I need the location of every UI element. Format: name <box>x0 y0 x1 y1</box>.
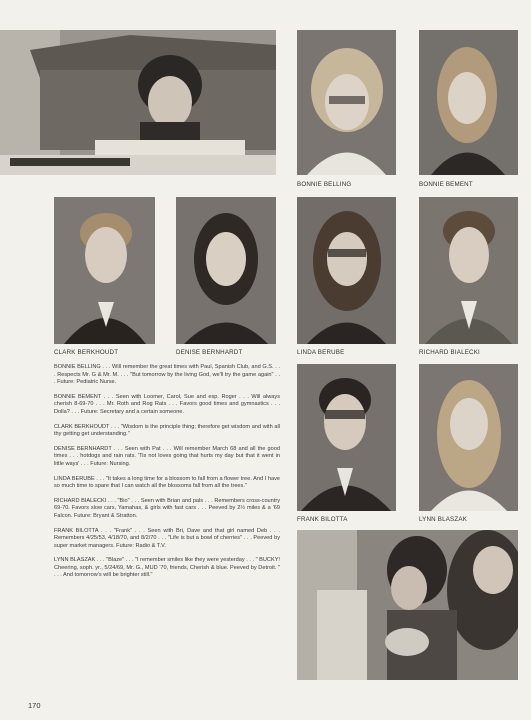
bio-clark-berkhoudt: CLARK BERKHOUDT . . . "Wisdom is the principle thing; therefore get wisdom and with all thy getting get understanding." <box>54 423 280 438</box>
bio-frank-bilotta: FRANK BILOTTA . . . "Frank" . . . Seen with Bri, Dave and that girl named Deb . . . Remembers 4/25/53, 4/18/70, and 8/2/70 . . . "Life is but a bowl of cherries" . . . Peeved by super market managers. Future: Radio & T.V. <box>54 527 280 549</box>
bio-linda-berube: LINDA BERUBE . . . "It takes a long time for a blossom to fall from a flower tree. And I have so much time to spare that I can watch all the blossoms fall from all the trees." <box>54 475 280 490</box>
page-number: 170 <box>28 701 41 710</box>
portrait-bonnie-belling <box>297 30 396 175</box>
bio-richard-bialecki: RICHARD BIALECKI . . . "Bio" . . . Seen with Brian and pals . . . Remembers cross-country 69-70. Favors slow cars, Yamahas, & girls with fast cars . . . Peeved by 2½ miles & a '69 Falcon. Future: Bryant & Stratton. <box>54 497 280 519</box>
portrait-linda-berube <box>297 197 396 344</box>
caption-bonnie-belling: BONNIE BELLING <box>297 181 352 188</box>
bio-bonnie-belling: BONNIE BELLING . . . Will remember the great times with Paul, Spanish Club, and G.S. . . . Respects Mr. G & Mr. M. . . . "But tomorrow by the living God, we'll try the game again" . . . Future: Pediatric Nurse. <box>54 364 280 386</box>
portrait-clark-berkhoudt <box>54 197 155 344</box>
caption-lynn-blaszak: LYNN BLASZAK <box>419 516 468 523</box>
bio-lynn-blaszak: LYNN BLASZAK . . . "Blaze" . . . "I remember smiles like they were yesterday . . . " BUCKY! Cheering, soph. yr., 5/24/69, Mr. G., MUD '70, friends, Cherish & blue. Peeved by Detroit. " . . . And tomorrow's will be brighter still." <box>54 557 280 579</box>
portrait-lynn-blaszak <box>419 364 518 511</box>
portrait-richard-bialecki <box>419 197 518 344</box>
portrait-bonnie-bement <box>419 30 518 175</box>
bio-bonnie-bement: BONNIE BEMENT . . . Seen with Loomer, Carol, Sue and esp. Roger . . . Will always cherish 8-69-70 . . . Mr. Roth and Rog Rats . . . Favors good times and gymnastics . . . Dolla? . . . Future: Secretary and a certain someone. <box>54 393 280 415</box>
portrait-frank-bilotta <box>297 364 396 511</box>
caption-richard-bialecki: RICHARD BIALECKI <box>419 349 480 356</box>
caption-clark-berkhoudt: CLARK BERKHOUDT <box>54 349 119 356</box>
biographies <box>54 364 280 587</box>
candid-photo-group <box>297 530 518 680</box>
caption-frank-bilotta: FRANK BILOTTA <box>297 516 348 523</box>
caption-bonnie-bement: BONNIE BEMENT <box>419 181 473 188</box>
caption-linda-berube: LINDA BERUBE <box>297 349 345 356</box>
caption-denise-bernhardt: DENISE BERNHARDT <box>176 349 243 356</box>
candid-photo-typewriter <box>0 30 276 175</box>
bio-denise-bernhardt: DENISE BERNHARDT . . . Seen with Pat . . . Will remember March 68 and all the good times . . . hotdogs and rain rats. 'Tis not loves going that hurts my day but that it went in little ways' . . . Future: Nursing. <box>54 445 280 467</box>
portrait-denise-bernhardt <box>176 197 276 344</box>
